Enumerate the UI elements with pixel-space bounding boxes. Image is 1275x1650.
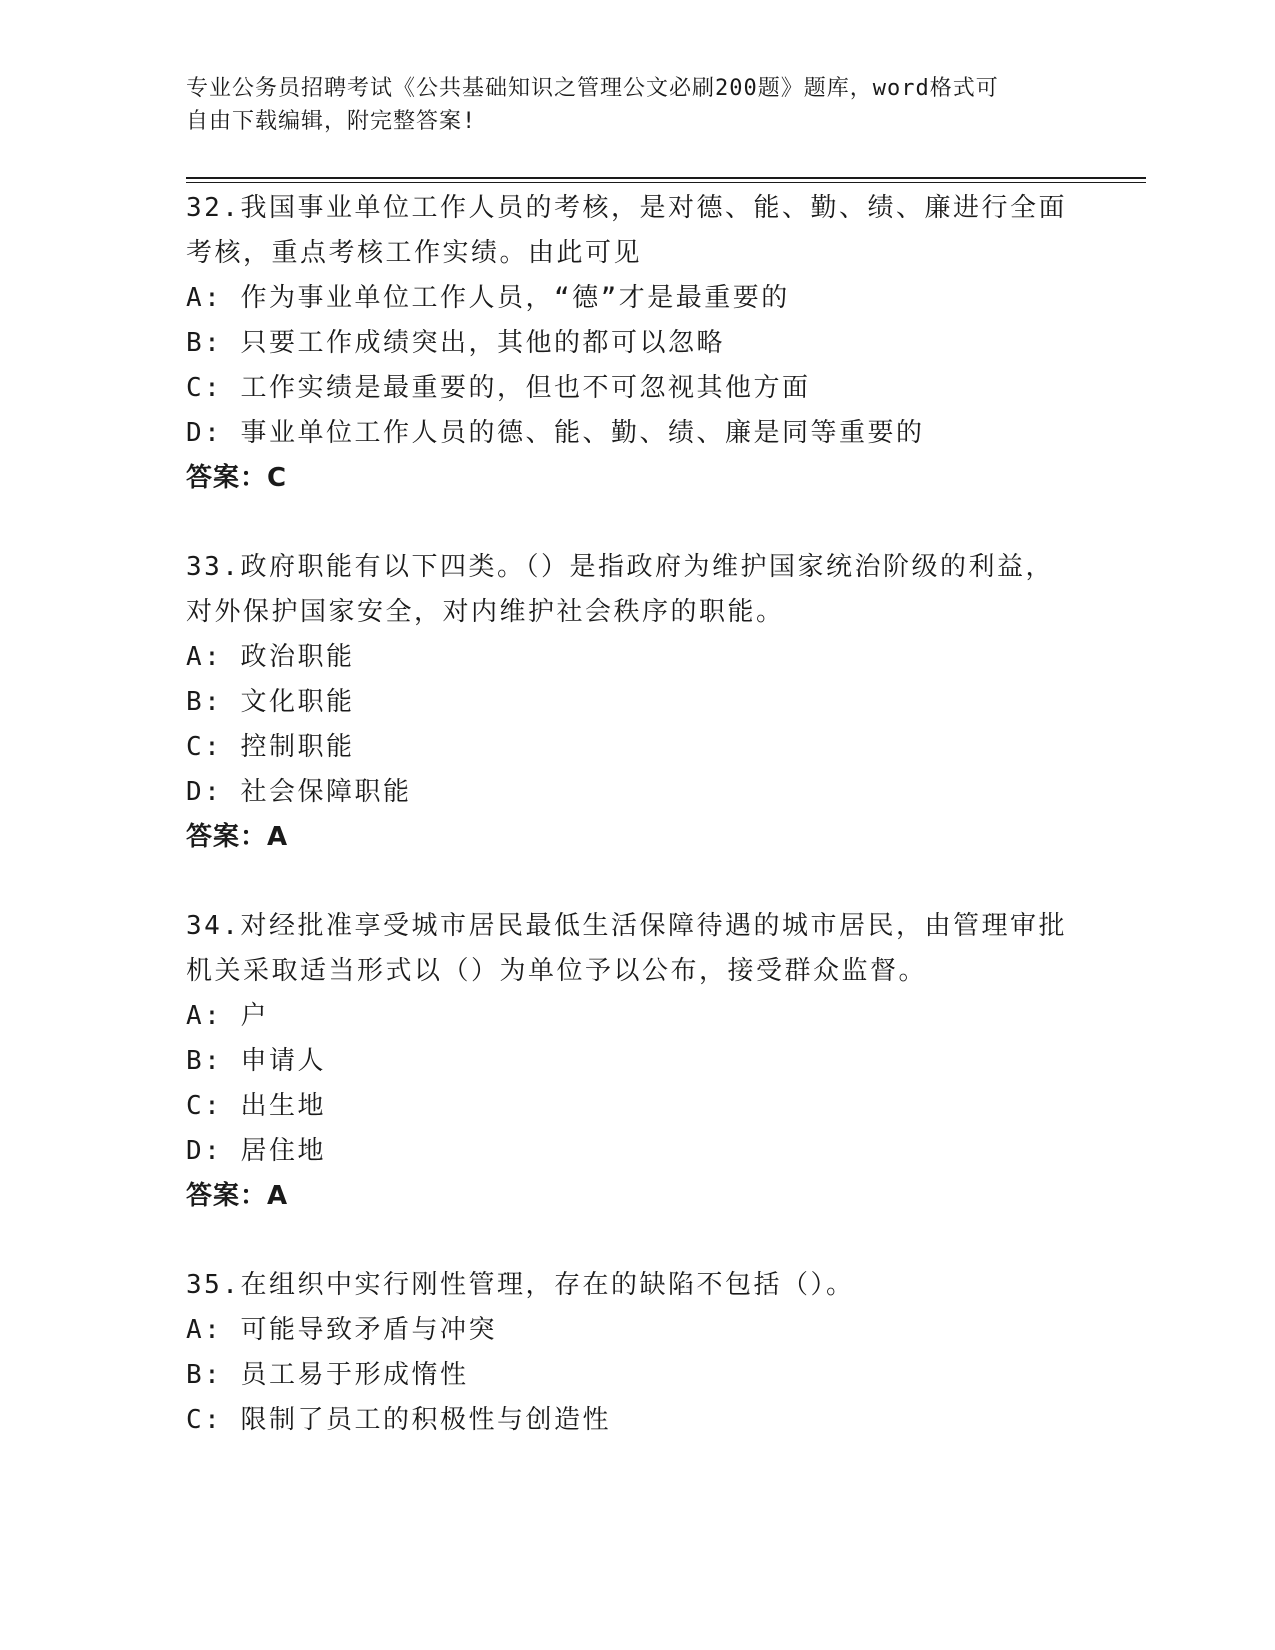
question-32 [186,186,1086,501]
answer-line: 答案：C [186,463,288,493]
document-header [186,72,1066,138]
header-divider-thick [186,177,1146,179]
option-b: B: 员工易于形成惰性 [186,1360,469,1390]
question-stem-line: 33.政府职能有以下四类。（）是指政府为维护国家统治阶级的利益， [186,552,1054,582]
question-stem-line: 34.对经批准享受城市居民最低生活保障待遇的城市居民，由管理审批 [186,911,1067,941]
question-stem-line: 机关采取适当形式以（）为单位予以公布，接受群众监督。 [186,956,928,986]
question-list [186,186,1086,1487]
option-b: B: 文化职能 [186,687,355,717]
option-c: C: 工作实绩是最重要的，但也不可忽视其他方面 [186,373,811,403]
question-stem-line: 35.在组织中实行刚性管理，存在的缺陷不包括（）。 [186,1270,855,1300]
option-d: D: 居住地 [186,1136,326,1166]
option-d: D: 社会保障职能 [186,777,412,807]
question-35 [186,1263,1086,1443]
question-stem-line: 对外保护国家安全，对内维护社会秩序的职能。 [186,597,785,627]
question-33 [186,545,1086,860]
answer-line: 答案：A [186,1181,289,1211]
option-d: D: 事业单位工作人员的德、能、勤、绩、廉是同等重要的 [186,418,925,448]
header-line-2: 自由下载编辑，附完整答案! [186,109,477,134]
option-a: A: 作为事业单位工作人员，“德”才是最重要的 [186,283,790,313]
option-c: C: 限制了员工的积极性与创造性 [186,1405,611,1435]
option-b: B: 只要工作成绩突出，其他的都可以忽略 [186,328,725,358]
option-a: A: 政治职能 [186,642,355,672]
option-b: B: 申请人 [186,1046,326,1076]
answer-line: 答案：A [186,822,289,852]
header-line-1: 专业公务员招聘考试《公共基础知识之管理公文必刷200题》题库，word格式可 [186,76,999,101]
header-divider-thin [186,182,1146,183]
option-a: A: 可能导致矛盾与冲突 [186,1315,497,1345]
option-c: C: 控制职能 [186,732,355,762]
option-c: C: 出生地 [186,1091,326,1121]
question-stem-line: 考核，重点考核工作实绩。由此可见 [186,238,643,268]
question-34 [186,904,1086,1219]
question-stem-line: 32.我国事业单位工作人员的考核，是对德、能、勤、绩、廉进行全面 [186,193,1067,223]
option-a: A: 户 [186,1001,269,1031]
